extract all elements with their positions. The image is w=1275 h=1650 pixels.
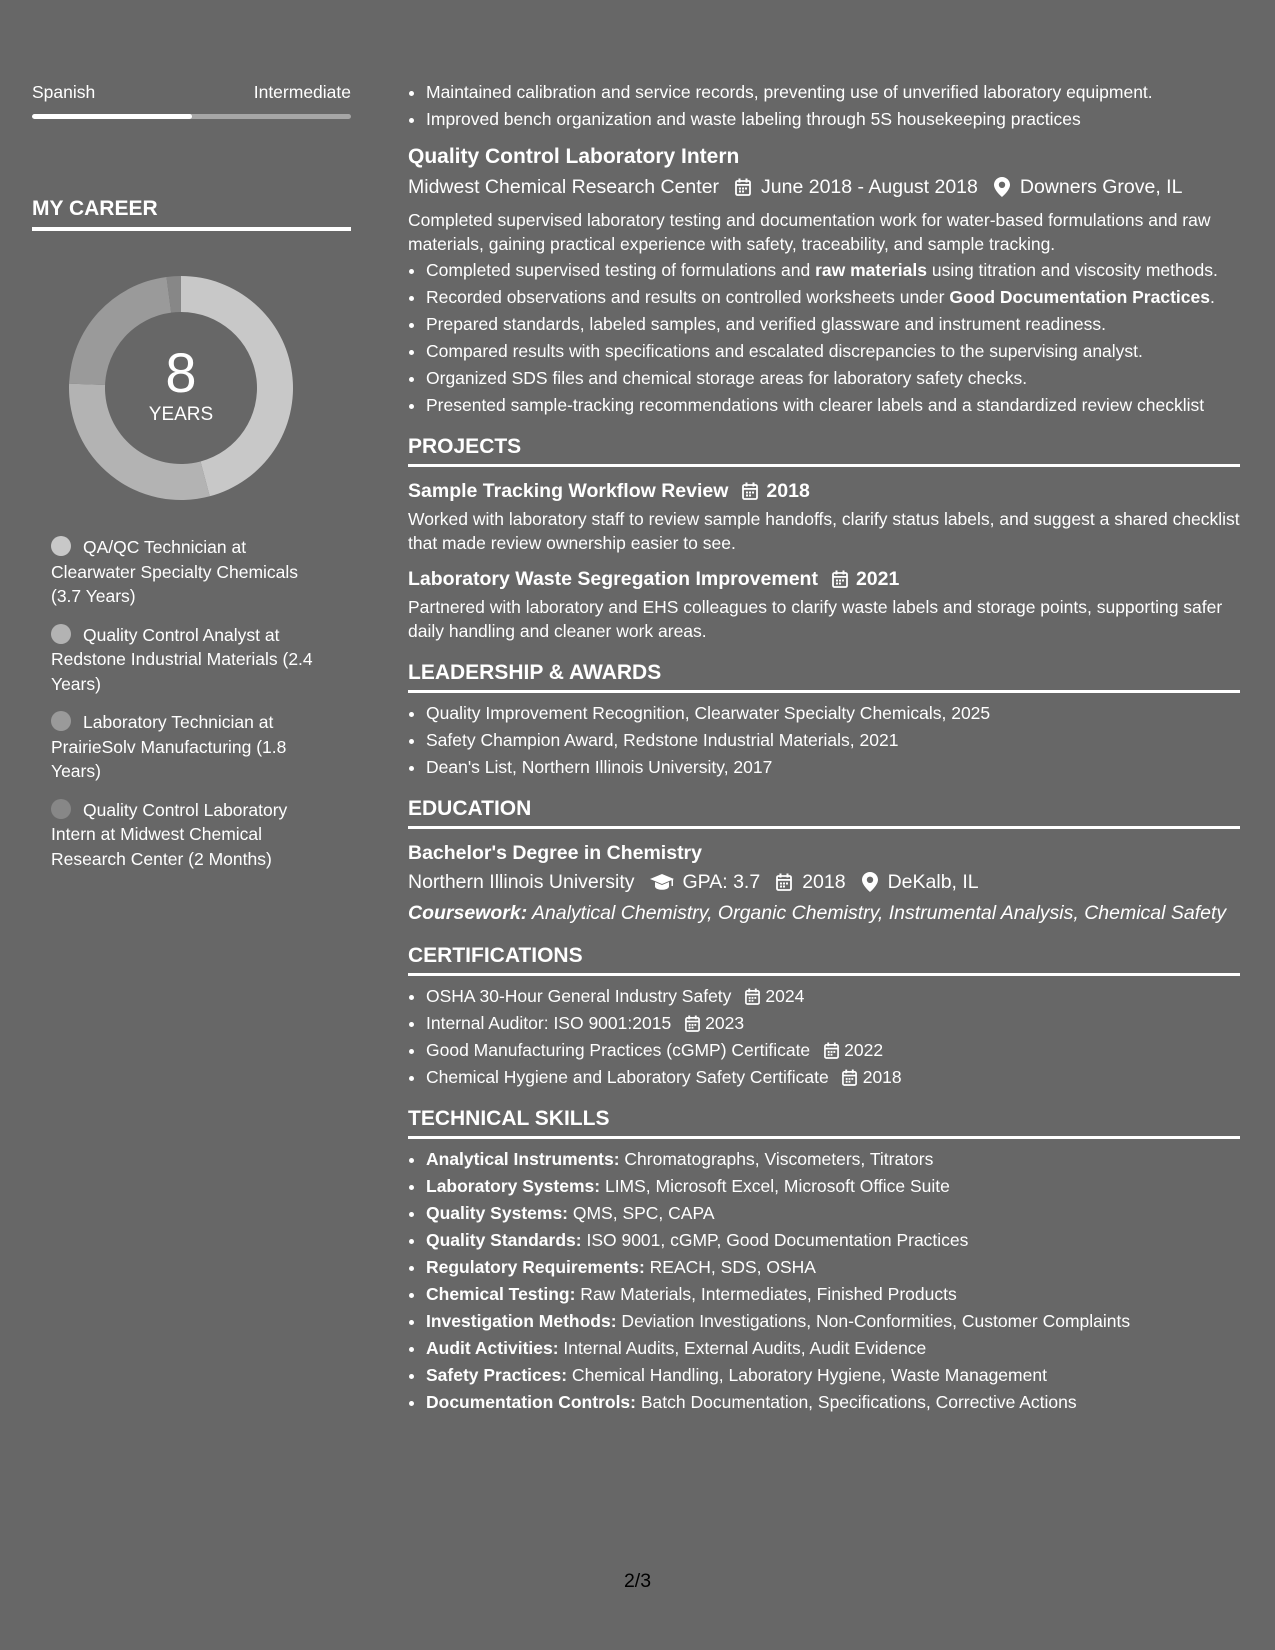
career-total-unit: YEARS: [148, 404, 214, 425]
bullet-text: Presented sample-tracking recommendations with clearer labels and a standardized review checklist: [426, 395, 1205, 415]
skill-label: Chemical Testing:: [426, 1284, 576, 1304]
bullet-text: .: [1209, 287, 1215, 307]
bullet-item: • Maintained calibration and service records, preventing use of unverified laboratory equipment.: [426, 80, 1240, 104]
skill-label: Quality Standards:: [426, 1230, 582, 1250]
skill-label: Audit Activities:: [426, 1338, 559, 1358]
certification-item: [426, 984, 1240, 1008]
coursework: [408, 901, 1240, 926]
job-summary: Completed supervised laboratory testing and documentation work for water-based formulations and raw materials, gaining practical experience with safety, traceability, and sample tracking.: [408, 210, 1211, 254]
certification-name: • Chemical Hygiene and Laboratory Safety Certificate: [426, 1067, 829, 1087]
skill-item: [426, 1336, 1240, 1360]
career-item-text: QA/QC Technician at Clearwater Specialty Chemicals (3.7 Years): [51, 537, 299, 606]
skill-item: [426, 1363, 1240, 1387]
bullet-item: [426, 258, 1240, 282]
calendar-icon: [822, 1041, 840, 1059]
award-item: • Quality Improvement Recognition, Clearwater Specialty Chemicals, 2025: [426, 701, 1240, 725]
skill-value: REACH, SDS, OSHA: [644, 1257, 816, 1277]
calendar-icon: [841, 1068, 859, 1086]
bullet-text: Completed supervised testing of formulations and: [426, 260, 816, 280]
projects-heading: PROJECTS: [408, 433, 1240, 467]
calendar-icon: [683, 1014, 701, 1032]
career-item-text: Laboratory Technician at PrairieSolv Manufacturing (1.8 Years): [51, 712, 287, 781]
skill-item: [426, 1390, 1240, 1414]
skill-item: [426, 1174, 1240, 1198]
certifications-heading: CERTIFICATIONS: [408, 942, 1240, 976]
language-proficiency-bar: [32, 114, 351, 119]
calendar-icon: [740, 481, 760, 501]
project-year: 2018: [766, 480, 810, 502]
bullet-text: using titration and viscosity methods.: [926, 260, 1218, 280]
skills-list: [408, 1147, 1240, 1414]
skill-value: Chromatographs, Viscometers, Titrators: [619, 1149, 934, 1169]
calendar-icon: [774, 872, 794, 892]
language-name: Spanish: [32, 82, 96, 102]
project-year: 2021: [855, 568, 900, 590]
job-location: Downers Grove, IL: [1019, 176, 1183, 198]
calendar-icon: [743, 987, 761, 1005]
award-item: • Safety Champion Award, Redstone Industrial Materials, 2021: [426, 728, 1240, 752]
bullet-item: [426, 285, 1240, 309]
certification-item: [426, 1065, 1240, 1089]
skill-value: Deviation Investigations, Non-Conformities, Customer Complaints: [616, 1311, 1131, 1331]
skill-value: ISO 9001, cGMP, Good Documentation Practices: [581, 1230, 969, 1250]
job-dates: June 2018 - August 2018: [761, 176, 978, 198]
skill-label: Safety Practices:: [426, 1365, 568, 1385]
legend-dot: [51, 711, 71, 731]
project-title: Sample Tracking Workflow Review: [408, 480, 729, 502]
previous-job-bullets: [408, 80, 1240, 131]
certification-year: 2018: [862, 1067, 902, 1087]
skill-value: Raw Materials, Intermediates, Finished Products: [575, 1284, 957, 1304]
bullet-text: Organized SDS files and chemical storage areas for laboratory safety checks.: [426, 368, 1028, 388]
language-level: Intermediate: [253, 82, 351, 102]
skill-item: [426, 1282, 1240, 1306]
job-meta: [408, 174, 1240, 200]
skill-value: Chemical Handling, Laboratory Hygiene, Waste Management: [567, 1365, 1047, 1385]
career-item-text: Quality Control Analyst at Redstone Industrial Materials (2.4 Years): [51, 624, 313, 694]
calendar-icon: [733, 177, 753, 197]
career-item: [51, 710, 331, 784]
skill-value: Internal Audits, External Audits, Audit Evidence: [558, 1338, 927, 1358]
leadership-list: [408, 701, 1240, 779]
career-item: [51, 535, 331, 609]
school-name: Northern Illinois University: [408, 871, 635, 893]
project-title-row: [408, 565, 1240, 593]
bullet-item: [426, 393, 1240, 417]
main-content: [408, 80, 1240, 1417]
skill-value: Batch Documentation, Specifications, Corrective Actions: [636, 1392, 1077, 1412]
skill-value: LIMS, Microsoft Excel, Microsoft Office Suite: [600, 1176, 950, 1196]
graduation-year: 2018: [802, 871, 846, 893]
bullet-item: [426, 339, 1240, 363]
certification-name: • OSHA 30-Hour General Industry Safety: [426, 986, 732, 1006]
career-item-text: Quality Control Laboratory Intern at Midwest Chemical Research Center (2 Months): [51, 799, 288, 869]
job-bullets: [408, 258, 1240, 417]
certification-year: 2022: [844, 1040, 884, 1060]
coursework-label: Coursework:: [408, 902, 528, 924]
project-description: Partnered with laboratory and EHS colleagues to clarify waste labels and storage points, supporting safer daily handling and cleaner work areas.: [408, 597, 1223, 641]
graduation-cap-icon: [649, 872, 675, 892]
skill-item: [426, 1228, 1240, 1252]
coursework-text: Analytical Chemistry, Organic Chemistry, Instrumental Analysis, Chemical Safety: [527, 902, 1227, 924]
skill-label: Laboratory Systems:: [426, 1176, 601, 1196]
skill-item: [426, 1255, 1240, 1279]
sidebar: [32, 80, 351, 885]
project-description: Worked with laboratory staff to review sample handoffs, clarify status labels, and suggest a shared checklist that made review ownership easier to see.: [408, 509, 1240, 553]
education-meta: [408, 869, 1240, 895]
bullet-text: Recorded observations and results on controlled worksheets under: [426, 287, 950, 307]
skill-item: [426, 1201, 1240, 1225]
calendar-icon: [830, 569, 850, 589]
skill-label: Quality Systems:: [426, 1203, 568, 1223]
skill-value: QMS, SPC, CAPA: [568, 1203, 715, 1223]
school-location: DeKalb, IL: [887, 871, 979, 893]
career-heading: MY CAREER: [32, 195, 351, 231]
skill-label: Documentation Controls:: [426, 1392, 636, 1412]
bullet-item: • Improved bench organization and waste labeling through 5S housekeeping practices: [426, 107, 1240, 131]
map-pin-icon: [992, 177, 1012, 197]
career-donut-center: [66, 273, 296, 503]
job-title: Quality Control Laboratory Intern: [408, 145, 740, 168]
page-number: 2/3: [623, 1570, 652, 1592]
education-heading: EDUCATION: [408, 795, 1240, 829]
certification-year: 2023: [705, 1013, 745, 1033]
certification-item: [426, 1038, 1240, 1062]
certification-item: [426, 1011, 1240, 1035]
skill-label: Analytical Instruments:: [426, 1149, 620, 1169]
legend-dot: [51, 799, 71, 819]
language-row: [32, 80, 351, 104]
skills-heading: TECHNICAL SKILLS: [408, 1105, 1240, 1139]
certifications-list: [408, 984, 1240, 1089]
award-item: • Dean's List, Northern Illinois University, 2017: [426, 755, 1240, 779]
skill-item: [426, 1309, 1240, 1333]
bullet-bold-text: Good Documentation Practices: [949, 287, 1210, 307]
legend-dot: [51, 536, 71, 556]
career-item: [51, 798, 331, 872]
career-item: [51, 623, 331, 697]
bullet-text: Compared results with specifications and escalated discrepancies to the supervising analyst.: [426, 341, 1143, 361]
skill-label: Investigation Methods:: [426, 1311, 617, 1331]
bullet-item: [426, 366, 1240, 390]
bullet-item: [426, 312, 1240, 336]
certification-name: • Good Manufacturing Practices (cGMP) Certificate: [426, 1040, 811, 1060]
skill-label: Regulatory Requirements:: [426, 1257, 645, 1277]
bullet-bold-text: raw materials: [815, 260, 927, 280]
language-proficiency-fill: [32, 114, 192, 119]
skill-item: [426, 1147, 1240, 1171]
leadership-heading: LEADERSHIP & AWARDS: [408, 659, 1240, 693]
career-total-number: 8: [165, 341, 197, 404]
certification-name: • Internal Auditor: ISO 9001:2015: [426, 1013, 672, 1033]
project-title: Laboratory Waste Segregation Improvement: [408, 568, 818, 590]
certification-year: 2024: [765, 986, 805, 1006]
career-donut-chart: [66, 273, 296, 503]
degree-name: Bachelor's Degree in Chemistry: [408, 842, 702, 864]
job-company: Midwest Chemical Research Center: [408, 176, 720, 198]
bullet-text: Prepared standards, labeled samples, and verified glassware and instrument readiness.: [426, 314, 1106, 334]
gpa: GPA: 3.7: [682, 871, 761, 893]
career-list: [51, 535, 331, 871]
map-pin-icon: [860, 872, 880, 892]
legend-dot: [51, 624, 71, 644]
project-title-row: [408, 477, 1240, 505]
degree-title: [408, 839, 1240, 867]
